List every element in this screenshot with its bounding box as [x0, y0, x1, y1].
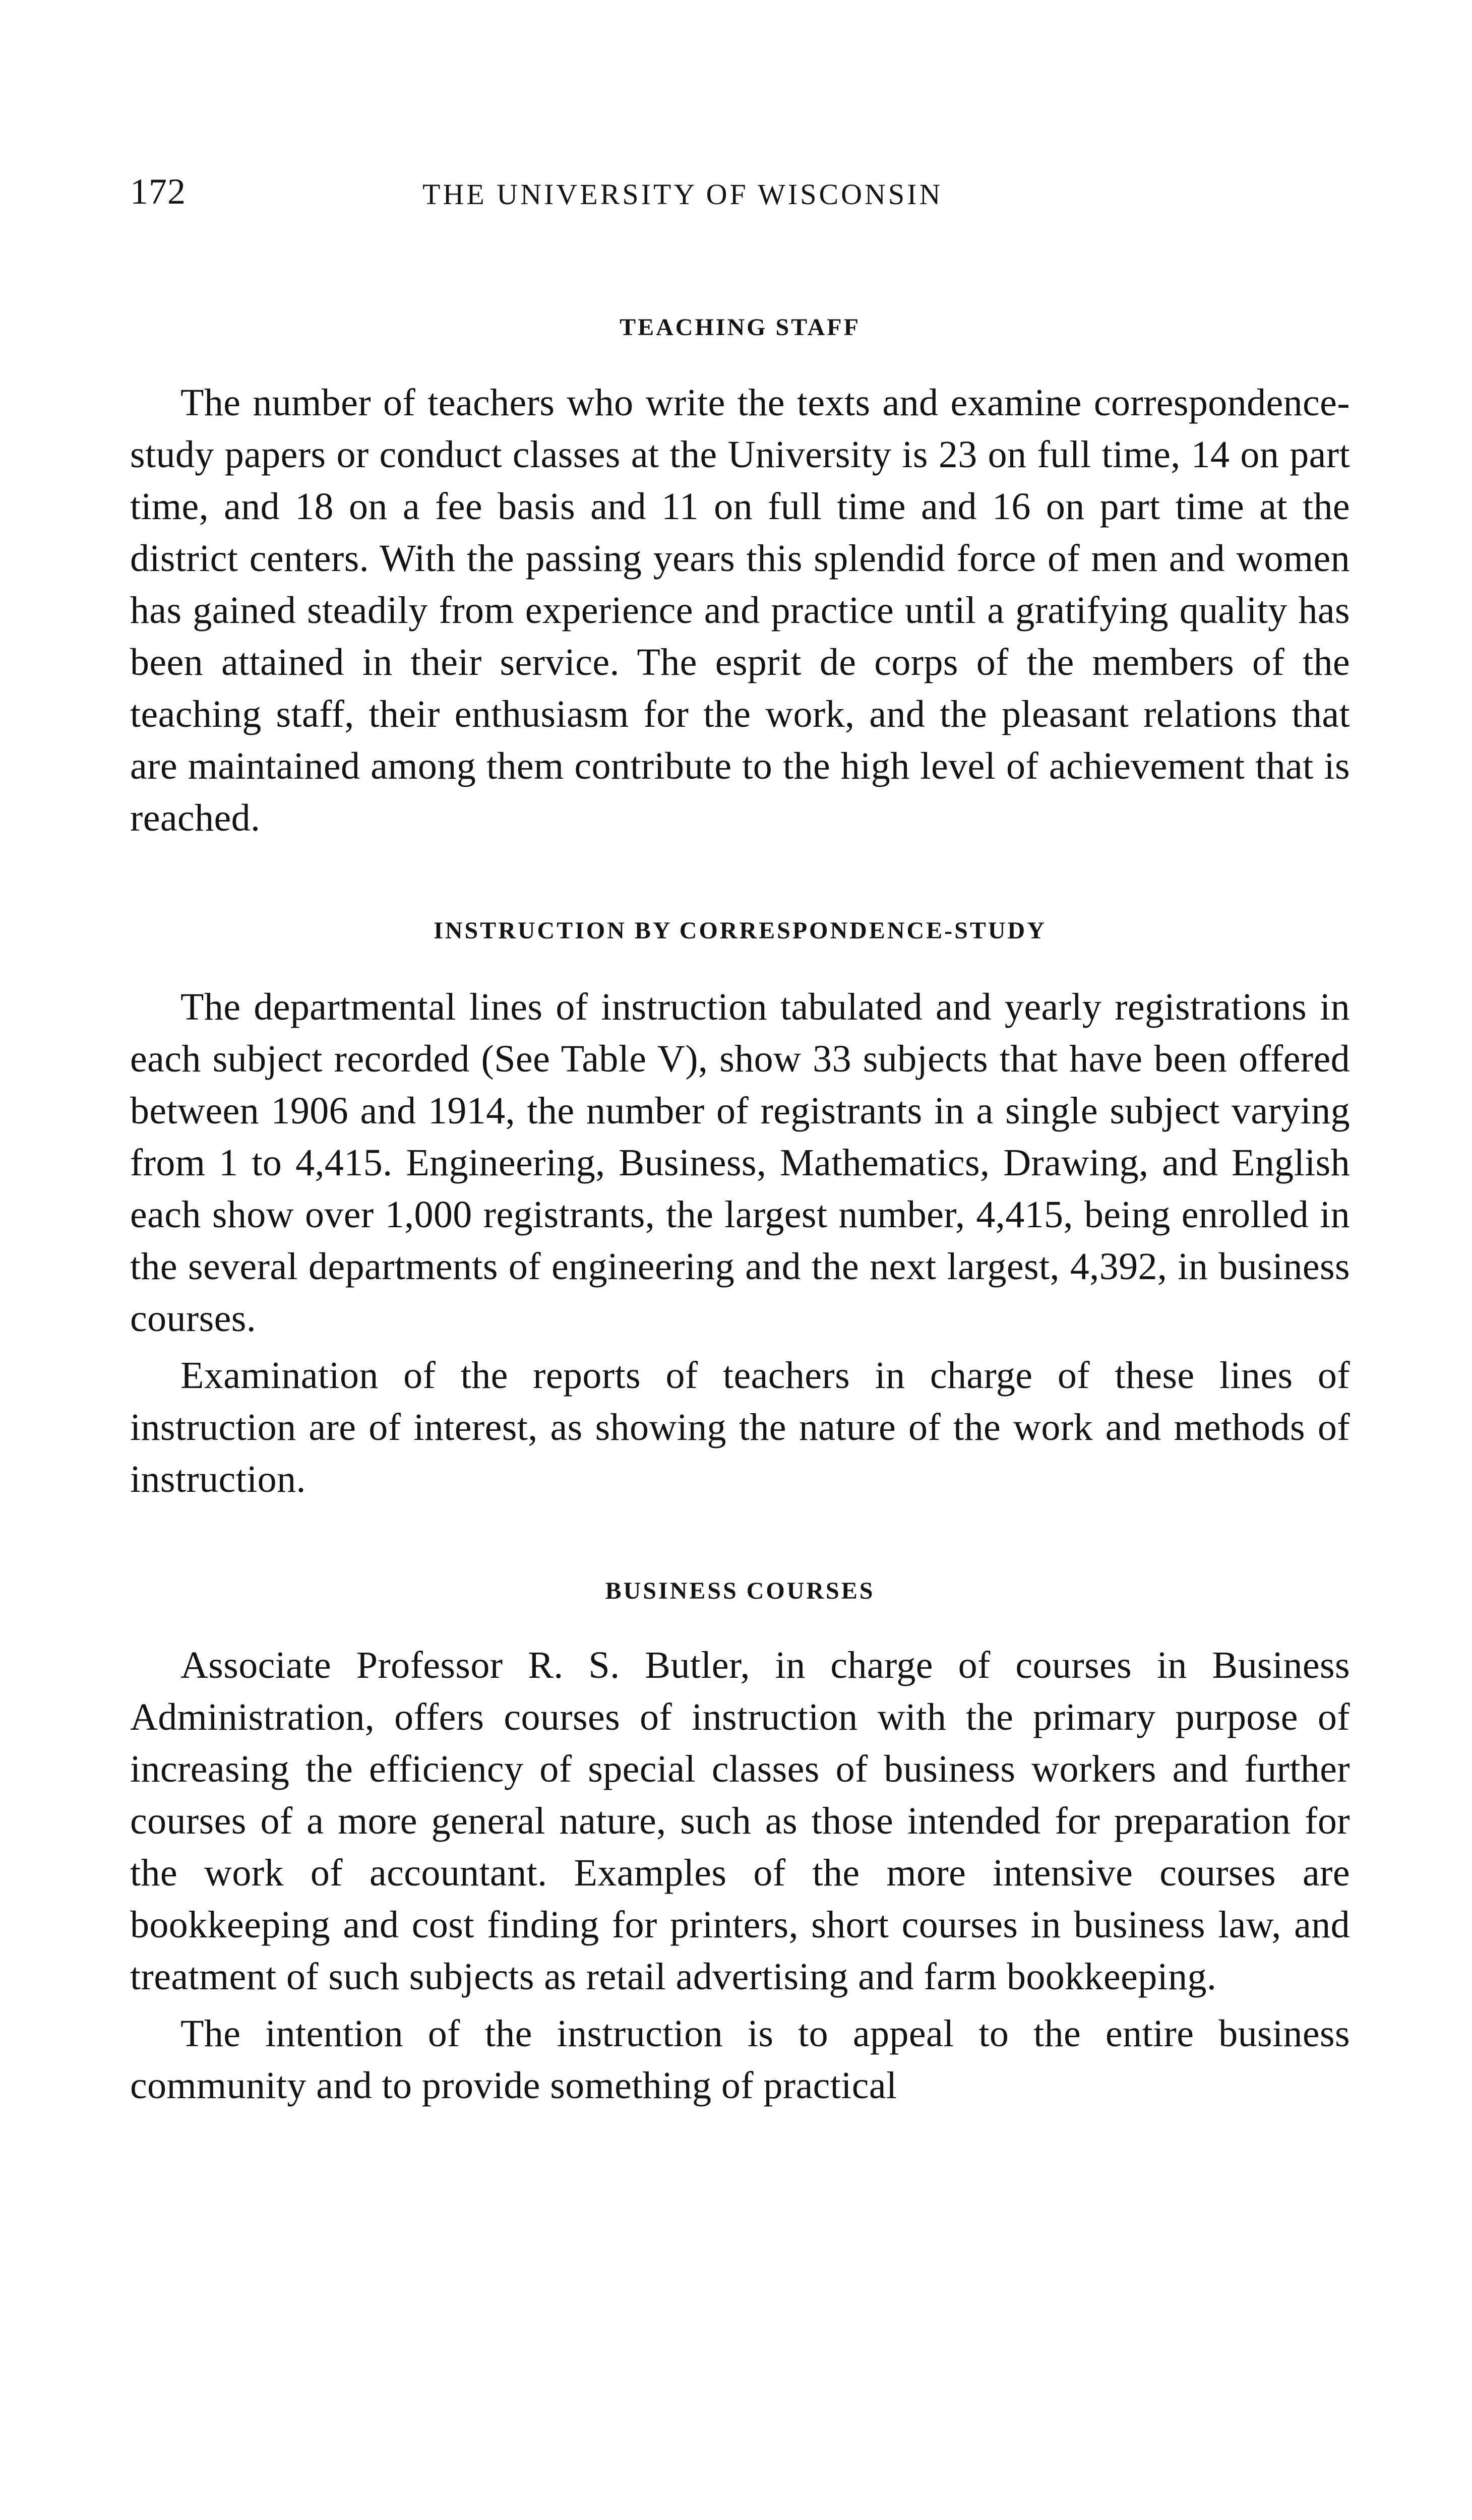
paragraph-intention-of-instruction: The intention of the instruction is to appeal to the entire business community and to provide something of practical [130, 2012, 1350, 2107]
paragraph-departmental-lines: The departmental lines of instruction tabulated and yearly registrations in each subject recorded (See Table V), show 33 subjects that have been offered between 1906 and 1914, the number of registrants in a single subject varying from 1 to 4,415. Engineering, Business, Mathematics, Drawing, and English each show over 1,000 registrants, the largest number, 4,415, being enrolled in the several departments of engineering and the next largest, 4,392, in business courses. [130, 986, 1350, 1340]
section-heading-teaching-staff: TEACHING STAFF [620, 314, 861, 341]
paragraph-examination-of-reports: Examination of the reports of teachers in charge of these lines of instruction are of interest, as showing the nature of the work and methods of instruction. [130, 1354, 1350, 1500]
paragraph-teaching-staff: The number of teachers who write the texts and examine correspondence-study papers or conduct classes at the University is 23 on full time, 14 on part time, and 18 on a fee basis and 11 on full time and 16 on part time at the district centers. With the passing years this splendid force of men and women has gained steadily from experience and practice until a gratifying quality has been attained in their service. The esprit de corps of the members of the teaching staff, their enthusiasm for the work, and the pleasant relations that are maintained among them contribute to the high level of achievement that is reached. [130, 382, 1350, 839]
section-heading-business-courses: BUSINESS COURSES [605, 1578, 875, 1604]
running-head [130, 166, 1350, 222]
paragraph-associate-professor-butler: Associate Professor R. S. Butler, in charge of courses in Business Administration, offers courses of instruction with the primary purpose of increasing the efficiency of special classes of business workers and further courses of a more general nature, such as those intended for preparation for the work of accountant. Examples of the more intensive courses are bookkeeping and cost finding for printers, short courses in business law, and treatment of such subjects as retail advertising and farm bookkeeping. [130, 1644, 1350, 1998]
running-title: THE UNIVERSITY OF WISCONSIN [422, 178, 943, 211]
page-number: 172 [130, 171, 186, 212]
section-heading-instruction-by-correspondence-study: INSTRUCTION BY CORRESPONDENCE-STUDY [434, 917, 1047, 944]
page-body [130, 302, 1350, 2112]
